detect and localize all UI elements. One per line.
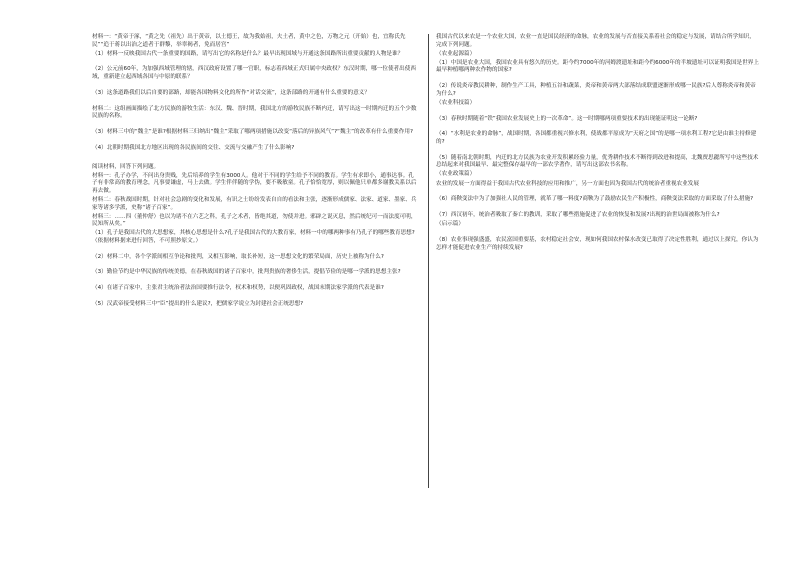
question-r1: （1）中国是农业大国，我国农业具有悠久的历史。距今约7000年的河姆渡遗址和距今约6000年的半坡遗址可以证明我国是世界上最早种植哪两种农作物的国家? <box>436 59 759 74</box>
question-a5: （5）汉武帝接受材料三中“臣”提出的什么建议?，把儒家学说立为封建社会正统思想? <box>92 301 304 308</box>
question-r8: （8）农业事现强盛盛，农民富国重要基，农村稳定社会安，现如何我国农村保水改变已取得了决定性胜利，通过以上探究，你认为怎样才能促进农业生产的持续发展? <box>436 237 759 251</box>
question-a1: （1）孔子是我国古代的大思想家，其核心思想是什么?孔子是我国古代的大教育家，材料一中的哪两种事有乃孔子的哪些教育思想?（依据材料据来进行回答，不可照抄原文。） <box>92 230 415 244</box>
question-r4: （4）“水利是农业的命脉”，战国时期，各国都重视兴修水利，使战都平原成为“天府之国”的是哪一项水利工程?它是由谁主持修建的? <box>436 131 757 145</box>
section-tag-tech: （农业科技篇） <box>436 99 476 106</box>
question-r7: （7）西汉初年，统治者吸取了秦亡的教训，采取了哪些措施促进了农业的恢复和发展?出现的治世局面被称为什么? <box>436 212 720 219</box>
question-r3: （3）春秋时期随着“铁”我国农业发展史上的一次革命”。这一时期哪两项重要技术的出现能证明这一论断? <box>436 115 698 122</box>
question-r6: （6）商鞅变法中为了加强社人民的管理，就革了哪一料度?商鞅为了鼓励农民生产积极性，商鞅变法采取的方面采取了什么措施? <box>436 196 754 203</box>
material-1-text: 材料一：“黄帝于涿，“黄之先（祖先）出于黄帝，以土德王，故为我始祖，夫土者，黄中之色，万物之元（开始）也，宜称氏先民”“追于蒋以出治之道者于群黎，举辜褐者，免而居宫” <box>92 34 406 48</box>
question-1: （1）材料一反映我国古代一条重要的国路，请写出它的名称是什么？最早出现国域与开通这条国路所出重要贡献的人物是谁？ <box>92 50 404 57</box>
reading-intro: 阅读材料，回答下列问题。 <box>92 163 160 170</box>
question-4: （3）材料三中的“魏主”是谁?根据材料三归纳出“魏主”采取了哪两项措施以改变“落后的异族风气”?“魏主”的改革有什么重要作用? <box>92 129 413 135</box>
left-column <box>92 34 419 313</box>
right-column <box>436 34 760 256</box>
question-a2: （2）材料二中，各个学派间相互争论和批判，又相互影响，取长补短，这一思想文化的繁荣局面，历史上被称为什么? <box>92 253 384 260</box>
section-tag-origin: （农业起源篇） <box>436 50 476 57</box>
material-2-text: 材料二：这组画面描绘了北方民族的游牧生活：东汉、魏、晋时期，我国北方的游牧民族不断内迁，请写出这一时期内迁的五个少数民族的名称。 <box>92 105 417 120</box>
column-divider <box>428 34 429 488</box>
material-b-text: 材料二：春秋战国时期，针对社会急剧的变化和发展，有识之士纷纷发表自自的看法和主张，逐渐形成儒家、法家、道家、墨家、兵家等诸多学派，史称“诸子百家”。 <box>92 196 417 211</box>
question-5: （4）北朝时期我国北方地区出现的各民族间的交往、交流与交融产生了什么影响? <box>92 144 295 151</box>
policy-intro: 农业的发展一方面得益于我国古代农业科技的应用和推广，另一方面也因为我国古代的统治者重视农业发展 <box>436 180 699 187</box>
section-intro: 我国古代以来农是一个农业大国，农业一直是国民经济的命脉，农业的发展与否直接关系着社会的稳定与发展，请结合所学知识，完成下列问题。 <box>436 34 755 48</box>
material-c-text: 材料三：……四（董仲舒）也以为诸不在六艺之科，孔子之术者，皆绝其道，勿使并进。邪辟之说灭息，然后统纪可一而法度可明，民知所从矣。” <box>92 213 417 228</box>
question-3: （3）这条道路我们以后自要的部路，却能各国物料文化的所作“对话交流”，这条部路的开通有什么重要的意义？ <box>92 89 370 96</box>
question-a4: （4）在诸子百家中，主张君主统治者法治国要推行法令，权术和权势，以便巩固政权，战国末期法家学派的代表是谁? <box>92 285 384 292</box>
question-r5: （5）随着南北朝时期，内迁的北方民族为农业开发积累经验力量，优秀耕作技术不断得到改进和提高，北魏贾思勰所写中这些技术总结起来对我国最早、最完整保存最早的一部农学著作，请写出这部农书名称。 <box>436 154 759 169</box>
question-2: （2）公元前60年，为加强西域管理的辖，西汉政府设置了哪一官职，标志着西域正式归属中央政权？东汉时期，哪一位使者出使西域，重新建立起西域各国与中原的联系？ <box>92 66 416 81</box>
section-tag-policy: （农业政策篇） <box>436 171 476 178</box>
question-a3: （3）勤俭节约是中华民族的传统美德，在春秋战国的诸子百家中，批判贵族的奢侈生活，提倡节俭的是哪一学派的思想主张? <box>92 269 401 276</box>
section-tag-insight: （启示篇） <box>436 221 464 228</box>
question-r2: （2）传说炎帝教民耕种，制作生产工具，种植五谷和蔬菜，炎帝和黄帝两大部落结成联盟逐渐形成哪一民族?后人尊称炎帝和黄帝为什么? <box>436 83 756 97</box>
material-a-text: 材料一：孔子办学，不问出身贵贱，先后培养的学生有3000人。他对于不同的学生给予不同的教育。学生有求即小，通事达事。孔子有非常高的教育理念，凡事要谦虚，马上去做。学生伴伴随的学伪，要不吸敏童。孔子恰恰宽厚，则以佩他只单都多谢教关系以后再去做。 <box>92 172 417 194</box>
